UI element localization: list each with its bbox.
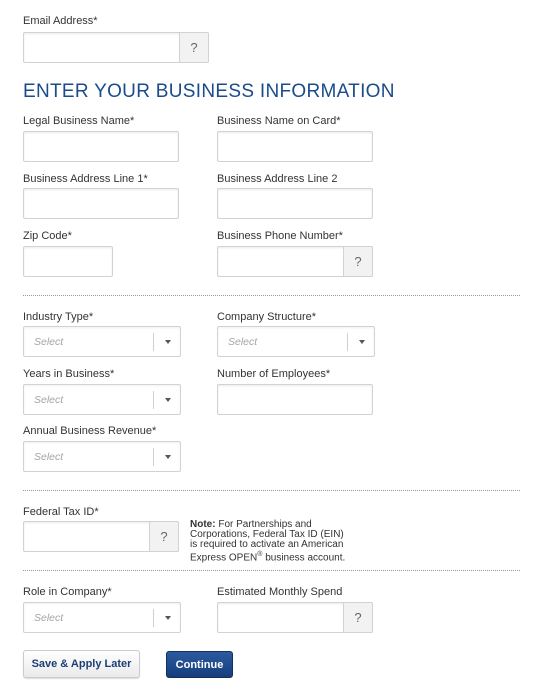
continue-button[interactable]: Continue	[166, 651, 233, 678]
chevron-down-icon	[165, 340, 171, 344]
years-in-business-select[interactable]	[23, 384, 181, 415]
chevron-down-icon	[165, 398, 171, 402]
registered-mark: ®	[257, 551, 263, 558]
chevron-down-icon	[165, 455, 171, 459]
role-in-company-label: Role in Company*	[23, 586, 112, 598]
zip-code-field[interactable]	[23, 246, 113, 277]
company-structure-placeholder: Select	[228, 336, 258, 348]
role-in-company-select[interactable]	[23, 602, 181, 633]
section-heading: ENTER YOUR BUSINESS INFORMATION	[23, 81, 395, 102]
select-divider	[153, 609, 154, 627]
industry-type-select[interactable]	[23, 326, 181, 357]
business-phone-label: Business Phone Number*	[217, 230, 343, 242]
annual-revenue-select[interactable]	[23, 441, 181, 472]
address-line2-field[interactable]	[217, 188, 373, 219]
note-line3: is required to activate an American	[190, 539, 344, 550]
address-line2-label: Business Address Line 2	[217, 173, 338, 185]
note-line4-pre: Express OPEN	[190, 552, 258, 564]
note-line1: For Partnerships and	[215, 519, 312, 530]
years-in-business-label: Years in Business*	[23, 368, 115, 380]
number-of-employees-label: Number of Employees*	[217, 368, 331, 380]
annual-revenue-placeholder: Select	[34, 451, 64, 463]
section-divider	[23, 490, 520, 491]
tax-id-help-button[interactable]: ?	[149, 521, 179, 552]
select-divider	[347, 333, 348, 351]
business-phone-field[interactable]	[217, 246, 373, 277]
email-field[interactable]	[23, 32, 209, 63]
email-label: Email Address*	[23, 15, 98, 27]
company-structure-label: Company Structure*	[217, 311, 317, 323]
estimated-monthly-spend-field[interactable]	[217, 602, 373, 633]
legal-business-name-label: Legal Business Name*	[23, 115, 135, 127]
address-line1-field[interactable]	[23, 188, 179, 219]
industry-type-placeholder: Select	[34, 336, 64, 348]
tax-id-note	[190, 520, 365, 563]
save-apply-later-button[interactable]: Save & Apply Later	[23, 650, 140, 678]
section-divider	[23, 570, 520, 571]
role-in-company-placeholder: Select	[34, 612, 64, 624]
industry-type-label: Industry Type*	[23, 311, 94, 323]
estimated-monthly-spend-label: Estimated Monthly Spend	[217, 586, 343, 598]
email-help-button[interactable]: ?	[179, 32, 209, 63]
section-divider	[23, 295, 520, 296]
select-divider	[153, 333, 154, 351]
chevron-down-icon	[359, 340, 365, 344]
select-divider	[153, 448, 154, 466]
business-name-on-card-label: Business Name on Card*	[217, 115, 341, 127]
federal-tax-id-label: Federal Tax ID*	[23, 506, 99, 518]
legal-business-name-field[interactable]	[23, 131, 179, 162]
spend-help-button[interactable]: ?	[343, 602, 373, 633]
zip-code-label: Zip Code*	[23, 230, 72, 242]
note-line2: Corporations, Federal Tax ID (EIN)	[190, 529, 344, 540]
company-structure-select[interactable]	[217, 326, 375, 357]
business-name-on-card-field[interactable]	[217, 131, 373, 162]
note-bold: Note:	[190, 519, 216, 530]
phone-help-button[interactable]: ?	[343, 246, 373, 277]
annual-revenue-label: Annual Business Revenue*	[23, 425, 157, 437]
note-line4-post: business account.	[262, 552, 346, 564]
years-in-business-placeholder: Select	[34, 394, 64, 406]
federal-tax-id-field[interactable]	[23, 521, 179, 552]
select-divider	[153, 391, 154, 409]
chevron-down-icon	[165, 616, 171, 620]
address-line1-label: Business Address Line 1*	[23, 173, 148, 185]
number-of-employees-field[interactable]	[217, 384, 373, 415]
